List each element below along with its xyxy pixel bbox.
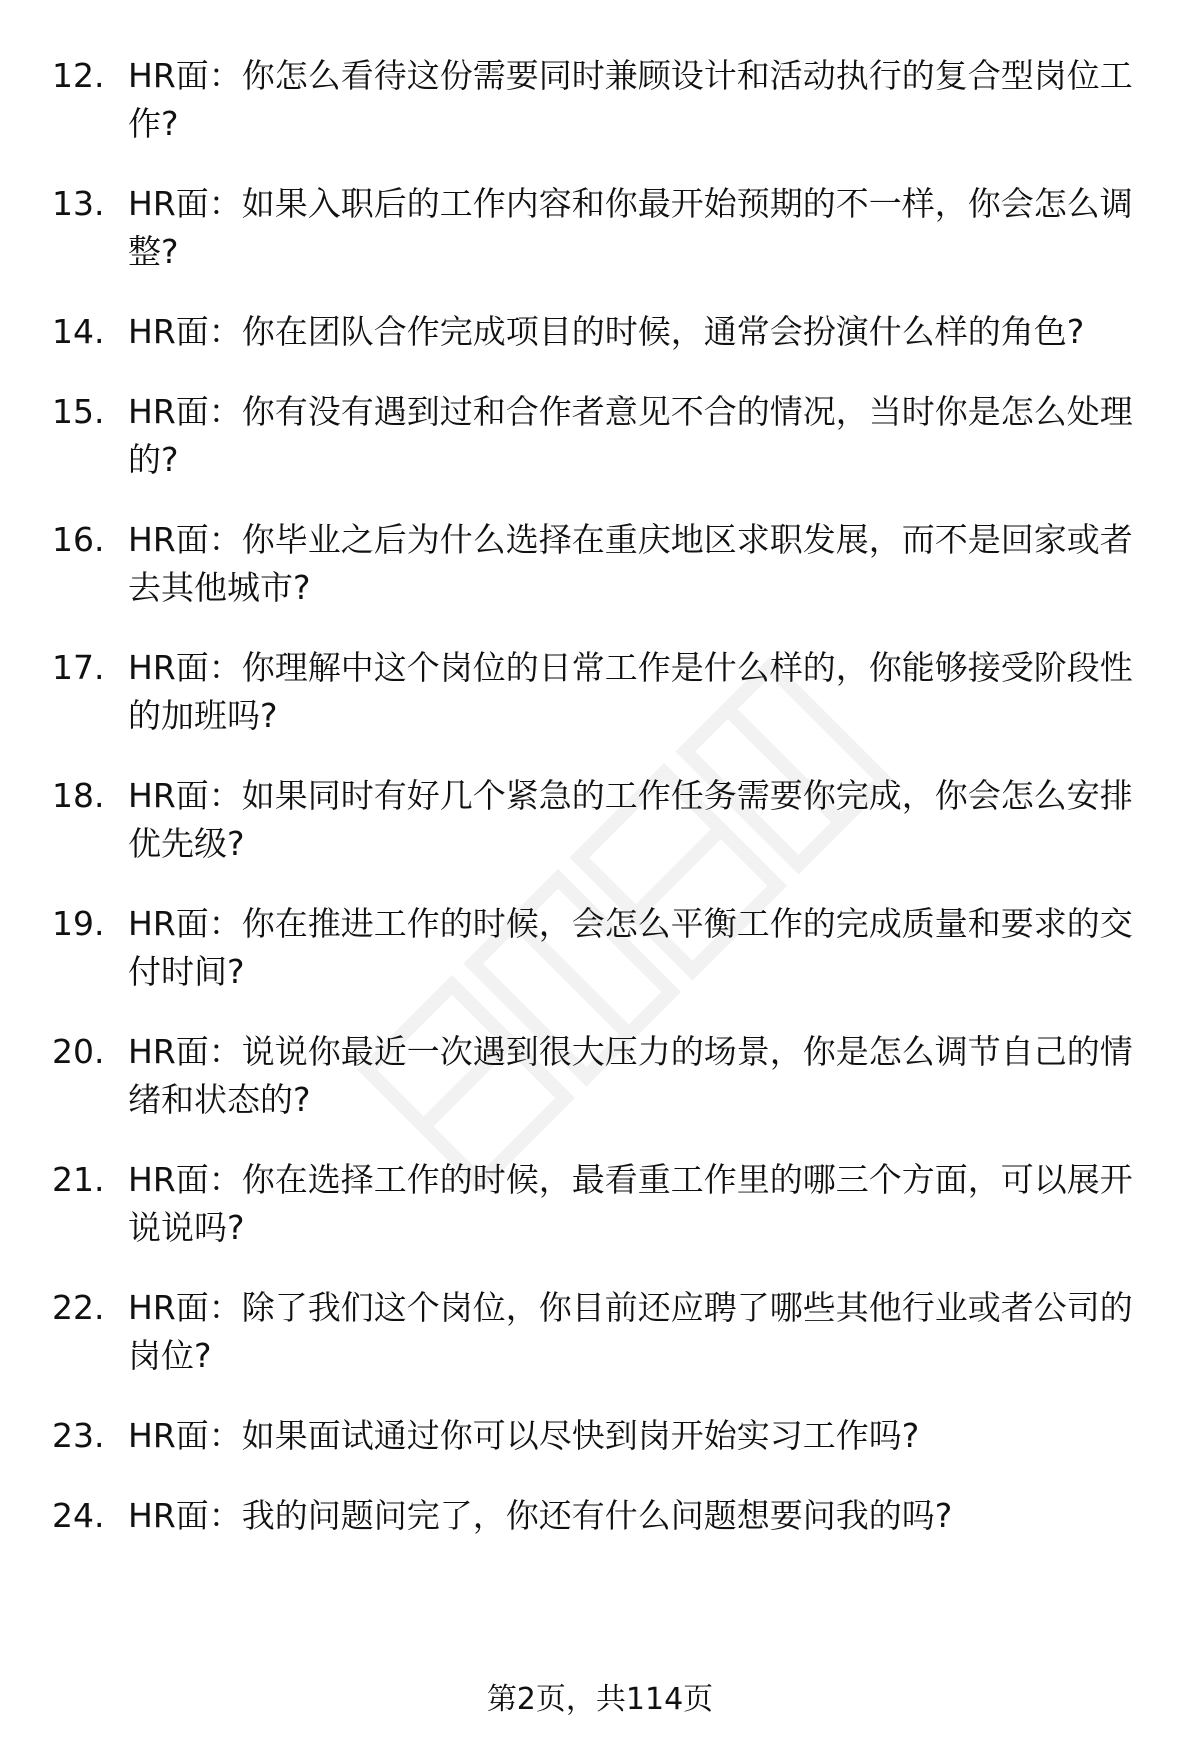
question-item [52, 52, 1152, 148]
question-item [52, 1284, 1152, 1380]
question-number: 21. [52, 1160, 105, 1199]
question-number: 20. [52, 1032, 105, 1071]
question-number: 14. [52, 312, 105, 351]
question-list [52, 52, 1152, 1572]
question-text: HR面：如果面试通过你可以尽快到岗开始实习工作吗? [128, 1416, 920, 1455]
question-text: HR面：你在推进工作的时候，会怎么平衡工作的完成质量和要求的交付时间? [128, 904, 1133, 991]
question-item [52, 180, 1152, 276]
question-item [52, 900, 1152, 996]
question-number: 15. [52, 392, 105, 431]
question-text: HR面：你怎么看待这份需要同时兼顾设计和活动执行的复合型岗位工作? [128, 56, 1133, 143]
question-text: HR面：你毕业之后为什么选择在重庆地区求职发展，而不是回家或者去其他城市? [128, 520, 1133, 607]
question-number: 17. [52, 648, 105, 687]
question-text: HR面：除了我们这个岗位，你目前还应聘了哪些其他行业或者公司的岗位? [128, 1288, 1133, 1375]
question-item [52, 1028, 1152, 1124]
page-footer: 第2页，共114页 [486, 1682, 714, 1717]
question-item [52, 1412, 1152, 1460]
question-number: 13. [52, 184, 105, 223]
question-number: 16. [52, 520, 105, 559]
question-number: 24. [52, 1496, 105, 1535]
question-number: 22. [52, 1288, 105, 1327]
question-text: HR面：你在团队合作完成项目的时候，通常会扮演什么样的角色? [128, 312, 1085, 351]
question-item [52, 1492, 1152, 1540]
question-text: HR面：如果同时有好几个紧急的工作任务需要你完成，你会怎么安排优先级? [128, 776, 1133, 863]
question-item [52, 308, 1152, 356]
question-number: 19. [52, 904, 105, 943]
question-item [52, 644, 1152, 740]
question-text: HR面：说说你最近一次遇到很大压力的场景，你是怎么调节自己的情绪和状态的? [128, 1032, 1133, 1119]
question-number: 18. [52, 776, 105, 815]
question-text: HR面：你有没有遇到过和合作者意见不合的情况，当时你是怎么处理的? [128, 392, 1133, 479]
question-text: HR面：你在选择工作的时候，最看重工作里的哪三个方面，可以展开说说吗? [128, 1160, 1133, 1247]
question-item [52, 772, 1152, 868]
question-number: 23. [52, 1416, 105, 1455]
question-text: HR面：如果入职后的工作内容和你最开始预期的不一样，你会怎么调整? [128, 184, 1133, 271]
question-item [52, 1156, 1152, 1252]
question-number: 12. [52, 56, 105, 95]
question-text: HR面：你理解中这个岗位的日常工作是什么样的，你能够接受阶段性的加班吗? [128, 648, 1133, 735]
question-item [52, 516, 1152, 612]
question-item [52, 388, 1152, 484]
question-text: HR面：我的问题问完了，你还有什么问题想要问我的吗? [128, 1496, 953, 1535]
